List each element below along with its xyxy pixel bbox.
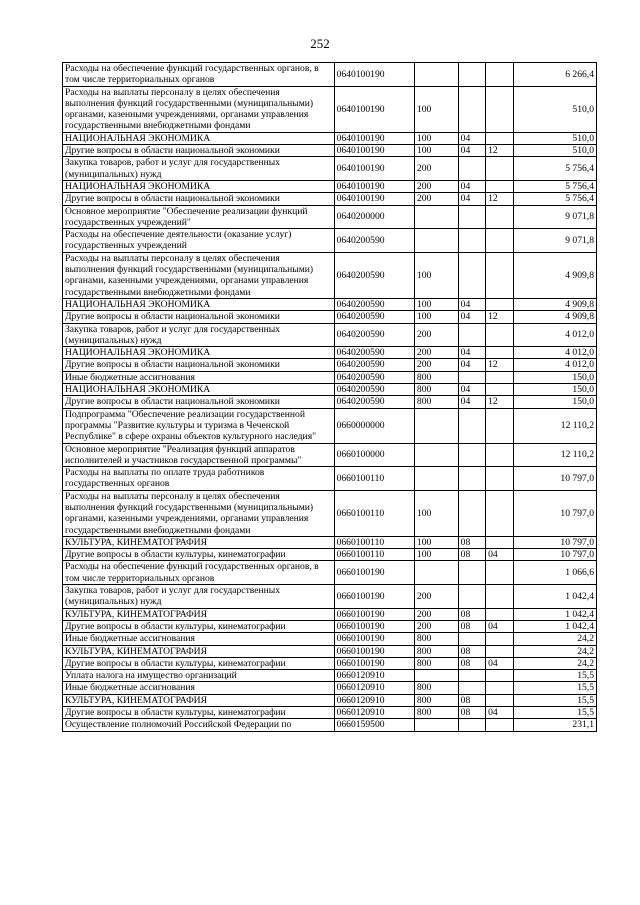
row-expense-type: 100 — [414, 549, 458, 561]
row-name: Закупка товаров, работ и услуг для государственных (муниципальных) нужд — [63, 585, 335, 609]
row-code: 0640200590 — [334, 298, 414, 310]
row-section: 04 — [458, 298, 485, 310]
row-name: Закупка товаров, работ и услуг для государственных (муниципальных) нужд — [63, 323, 335, 347]
row-amount: 510,0 — [513, 86, 596, 132]
table-row — [63, 585, 597, 609]
row-code: 0640100190 — [334, 180, 414, 192]
row-name: КУЛЬТУРА, КИНЕМАТОГРАФИЯ — [63, 694, 335, 706]
row-amount: 150,0 — [513, 384, 596, 396]
table-row — [63, 86, 597, 132]
row-section — [458, 561, 485, 585]
budget-table-body — [63, 63, 597, 732]
row-expense-type — [414, 205, 458, 229]
row-name: Уплата налога на имущество организаций — [63, 670, 335, 682]
row-expense-type: 100 — [414, 490, 458, 536]
row-subsection — [486, 694, 513, 706]
table-row — [63, 719, 597, 731]
table-row — [63, 252, 597, 298]
row-name: НАЦИОНАЛЬНАЯ ЭКОНОМИКА — [63, 132, 335, 144]
row-subsection: 12 — [486, 145, 513, 157]
row-name: Другие вопросы в области культуры, кинематографии — [63, 657, 335, 669]
table-row — [63, 371, 597, 383]
row-subsection — [486, 371, 513, 383]
row-expense-type: 200 — [414, 180, 458, 192]
row-amount: 10 797,0 — [513, 549, 596, 561]
row-subsection — [486, 63, 513, 87]
table-row — [63, 608, 597, 620]
row-amount: 4 909,8 — [513, 298, 596, 310]
row-subsection: 12 — [486, 311, 513, 323]
row-subsection: 04 — [486, 657, 513, 669]
row-code: 0660100190 — [334, 620, 414, 632]
row-section: 04 — [458, 132, 485, 144]
row-name: Основное мероприятие "Реализация функций аппаратов исполнителей и участников государственной программы" — [63, 443, 335, 467]
row-subsection — [486, 323, 513, 347]
row-code: 0640200590 — [334, 371, 414, 383]
row-section: 04 — [458, 384, 485, 396]
row-subsection — [486, 252, 513, 298]
row-section: 04 — [458, 396, 485, 408]
row-code: 0640200590 — [334, 323, 414, 347]
row-name: Другие вопросы в области национальной экономики — [63, 311, 335, 323]
row-name: Иные бюджетные ассигнования — [63, 682, 335, 694]
row-name: Другие вопросы в области культуры, кинематографии — [63, 549, 335, 561]
row-expense-type: 800 — [414, 645, 458, 657]
row-amount: 1 066,6 — [513, 561, 596, 585]
row-section: 08 — [458, 645, 485, 657]
row-amount: 6 266,4 — [513, 63, 596, 87]
row-subsection — [486, 536, 513, 548]
row-section: 04 — [458, 193, 485, 205]
row-amount: 1 042,4 — [513, 608, 596, 620]
row-code: 0640100190 — [334, 193, 414, 205]
table-row — [63, 561, 597, 585]
table-row — [63, 193, 597, 205]
row-section: 08 — [458, 608, 485, 620]
row-subsection — [486, 298, 513, 310]
row-name: Иные бюджетные ассигнования — [63, 371, 335, 383]
row-expense-type: 200 — [414, 608, 458, 620]
row-subsection — [486, 205, 513, 229]
row-amount: 24,2 — [513, 633, 596, 645]
table-row — [63, 396, 597, 408]
row-subsection — [486, 384, 513, 396]
table-row — [63, 229, 597, 253]
row-code: 0660100190 — [334, 633, 414, 645]
row-amount: 4 012,0 — [513, 323, 596, 347]
row-expense-type: 100 — [414, 536, 458, 548]
row-expense-type — [414, 561, 458, 585]
row-amount: 5 756,4 — [513, 180, 596, 192]
row-expense-type: 800 — [414, 694, 458, 706]
row-amount: 12 110,2 — [513, 443, 596, 467]
row-amount: 5 756,4 — [513, 193, 596, 205]
row-name: Осуществление полномочий Российской Федерации по — [63, 719, 335, 731]
row-name: Расходы на обеспечение функций государственных органов, в том числе территориальных органов — [63, 63, 335, 87]
row-name: НАЦИОНАЛЬНАЯ ЭКОНОМИКА — [63, 298, 335, 310]
row-expense-type: 200 — [414, 157, 458, 181]
row-expense-type: 200 — [414, 585, 458, 609]
row-name: Другие вопросы в области национальной экономики — [63, 396, 335, 408]
row-section: 08 — [458, 536, 485, 548]
row-subsection — [486, 180, 513, 192]
row-name: Другие вопросы в области культуры, кинематографии — [63, 620, 335, 632]
row-expense-type: 800 — [414, 396, 458, 408]
row-section: 08 — [458, 694, 485, 706]
row-expense-type: 100 — [414, 86, 458, 132]
row-name: Расходы на выплаты по оплате труда работников государственных органов — [63, 467, 335, 491]
table-row — [63, 620, 597, 632]
row-code: 0660100190 — [334, 585, 414, 609]
budget-table — [62, 62, 597, 732]
row-code: 0640200590 — [334, 396, 414, 408]
row-subsection — [486, 608, 513, 620]
row-amount: 4 012,0 — [513, 359, 596, 371]
row-expense-type: 100 — [414, 298, 458, 310]
row-expense-type — [414, 443, 458, 467]
row-amount: 10 797,0 — [513, 536, 596, 548]
row-section — [458, 63, 485, 87]
table-row — [63, 408, 597, 443]
table-row — [63, 549, 597, 561]
row-amount: 150,0 — [513, 371, 596, 383]
row-name: Расходы на выплаты персоналу в целях обеспечения выполнения функций государственными (муниципальными) органами, казенными учреждениями, органами управления государственными внебюджетными фондами — [63, 252, 335, 298]
row-code: 0660100110 — [334, 467, 414, 491]
table-row — [63, 132, 597, 144]
row-expense-type: 800 — [414, 682, 458, 694]
row-subsection: 12 — [486, 359, 513, 371]
table-row — [63, 323, 597, 347]
row-expense-type: 200 — [414, 620, 458, 632]
table-row — [63, 311, 597, 323]
row-amount: 15,5 — [513, 682, 596, 694]
row-expense-type: 100 — [414, 145, 458, 157]
row-amount: 5 756,4 — [513, 157, 596, 181]
row-code: 0660100190 — [334, 657, 414, 669]
row-name: Расходы на обеспечение функций государственных органов, в том числе территориальных органов — [63, 561, 335, 585]
row-name: Подпрограмма "Обеспечение реализации государственной программы "Развитие культуры и туризма в Чеченской Республике" в сфере охраны объектов культурного наследия" — [63, 408, 335, 443]
row-section: 04 — [458, 145, 485, 157]
row-subsection: 04 — [486, 707, 513, 719]
row-code: 0640200000 — [334, 205, 414, 229]
row-subsection — [486, 682, 513, 694]
row-code: 0660120910 — [334, 707, 414, 719]
row-amount: 12 110,2 — [513, 408, 596, 443]
row-section — [458, 86, 485, 132]
row-code: 0660120910 — [334, 694, 414, 706]
row-code: 0660100190 — [334, 645, 414, 657]
table-row — [63, 467, 597, 491]
row-name: НАЦИОНАЛЬНАЯ ЭКОНОМИКА — [63, 384, 335, 396]
row-expense-type — [414, 467, 458, 491]
row-section: 08 — [458, 620, 485, 632]
row-amount: 15,5 — [513, 670, 596, 682]
row-expense-type — [414, 719, 458, 731]
row-name: КУЛЬТУРА, КИНЕМАТОГРАФИЯ — [63, 645, 335, 657]
row-amount: 510,0 — [513, 132, 596, 144]
row-name: НАЦИОНАЛЬНАЯ ЭКОНОМИКА — [63, 180, 335, 192]
row-section — [458, 670, 485, 682]
row-amount: 4 909,8 — [513, 311, 596, 323]
row-amount: 9 071,8 — [513, 229, 596, 253]
row-expense-type — [414, 63, 458, 87]
row-code: 0640100190 — [334, 63, 414, 87]
row-expense-type: 100 — [414, 132, 458, 144]
row-section: 08 — [458, 657, 485, 669]
row-section — [458, 633, 485, 645]
row-amount: 231,1 — [513, 719, 596, 731]
table-row — [63, 682, 597, 694]
row-subsection — [486, 719, 513, 731]
row-subsection: 12 — [486, 193, 513, 205]
row-name: Основное мероприятие "Обеспечение реализации функций государственных учреждений" — [63, 205, 335, 229]
row-code: 0640200590 — [334, 384, 414, 396]
table-row — [63, 298, 597, 310]
row-subsection — [486, 132, 513, 144]
table-row — [63, 490, 597, 536]
row-name: Другие вопросы в области национальной экономики — [63, 193, 335, 205]
row-section — [458, 229, 485, 253]
table-row — [63, 443, 597, 467]
row-subsection — [486, 490, 513, 536]
row-expense-type: 200 — [414, 323, 458, 347]
row-section — [458, 443, 485, 467]
row-amount: 24,2 — [513, 645, 596, 657]
table-row — [63, 359, 597, 371]
table-row — [63, 657, 597, 669]
row-name: КУЛЬТУРА, КИНЕМАТОГРАФИЯ — [63, 608, 335, 620]
row-amount: 1 042,4 — [513, 620, 596, 632]
row-name: Расходы на обеспечение деятельности (оказание услуг) государственных учреждений — [63, 229, 335, 253]
row-section — [458, 719, 485, 731]
row-expense-type — [414, 670, 458, 682]
row-code: 0660100110 — [334, 536, 414, 548]
table-row — [63, 536, 597, 548]
row-section — [458, 205, 485, 229]
row-amount: 4 012,0 — [513, 347, 596, 359]
row-code: 0640200590 — [334, 311, 414, 323]
row-expense-type: 100 — [414, 311, 458, 323]
row-section — [458, 371, 485, 383]
row-code: 0640100190 — [334, 132, 414, 144]
table-row — [63, 145, 597, 157]
row-name: Расходы на выплаты персоналу в целях обеспечения выполнения функций государственными (муниципальными) органами, казенными учреждениями, органами управления государственными внебюджетными фондами — [63, 86, 335, 132]
row-expense-type: 200 — [414, 193, 458, 205]
row-expense-type: 800 — [414, 657, 458, 669]
table-row — [63, 633, 597, 645]
row-expense-type: 200 — [414, 359, 458, 371]
row-section — [458, 408, 485, 443]
row-amount: 150,0 — [513, 396, 596, 408]
row-section: 04 — [458, 359, 485, 371]
row-code: 0660100190 — [334, 608, 414, 620]
row-section — [458, 323, 485, 347]
row-name: Другие вопросы в области национальной экономики — [63, 359, 335, 371]
row-amount: 15,5 — [513, 707, 596, 719]
row-code: 0660120910 — [334, 682, 414, 694]
row-subsection — [486, 645, 513, 657]
row-subsection — [486, 86, 513, 132]
row-subsection: 04 — [486, 549, 513, 561]
row-amount: 24,2 — [513, 657, 596, 669]
row-code: 0660100110 — [334, 490, 414, 536]
page-number: 252 — [310, 36, 330, 51]
row-subsection — [486, 561, 513, 585]
row-expense-type: 800 — [414, 707, 458, 719]
row-section: 04 — [458, 347, 485, 359]
row-expense-type — [414, 229, 458, 253]
row-name: КУЛЬТУРА, КИНЕМАТОГРАФИЯ — [63, 536, 335, 548]
row-section — [458, 157, 485, 181]
row-amount: 4 909,8 — [513, 252, 596, 298]
row-code: 0640200590 — [334, 229, 414, 253]
row-expense-type: 200 — [414, 347, 458, 359]
row-name: НАЦИОНАЛЬНАЯ ЭКОНОМИКА — [63, 347, 335, 359]
row-subsection — [486, 347, 513, 359]
row-subsection — [486, 585, 513, 609]
table-row — [63, 384, 597, 396]
table-row — [63, 63, 597, 87]
row-subsection — [486, 157, 513, 181]
row-section — [458, 585, 485, 609]
row-amount: 15,5 — [513, 694, 596, 706]
row-name: Другие вопросы в области культуры, кинематографии — [63, 707, 335, 719]
row-code: 0660100110 — [334, 549, 414, 561]
table-row — [63, 707, 597, 719]
row-name: Расходы на выплаты персоналу в целях обеспечения выполнения функций государственными (муниципальными) органами, казенными учреждениями, органами управления государственными внебюджетными фондами — [63, 490, 335, 536]
row-code: 0640200590 — [334, 359, 414, 371]
table-row — [63, 645, 597, 657]
row-code: 0640100190 — [334, 157, 414, 181]
row-section — [458, 467, 485, 491]
table-row — [63, 157, 597, 181]
table-row — [63, 694, 597, 706]
row-code: 0640200590 — [334, 252, 414, 298]
row-amount: 510,0 — [513, 145, 596, 157]
row-code: 0640200590 — [334, 347, 414, 359]
row-subsection — [486, 633, 513, 645]
row-code: 0660000000 — [334, 408, 414, 443]
row-amount: 1 042,4 — [513, 585, 596, 609]
row-section — [458, 682, 485, 694]
table-row — [63, 670, 597, 682]
row-amount: 10 797,0 — [513, 490, 596, 536]
row-subsection: 04 — [486, 620, 513, 632]
table-row — [63, 180, 597, 192]
row-subsection — [486, 408, 513, 443]
row-expense-type: 100 — [414, 252, 458, 298]
row-subsection — [486, 229, 513, 253]
row-code: 0660159500 — [334, 719, 414, 731]
row-subsection: 12 — [486, 396, 513, 408]
table-row — [63, 347, 597, 359]
row-amount: 9 071,8 — [513, 205, 596, 229]
row-section: 08 — [458, 549, 485, 561]
row-section: 04 — [458, 180, 485, 192]
row-section — [458, 252, 485, 298]
row-name: Иные бюджетные ассигнования — [63, 633, 335, 645]
row-name: Закупка товаров, работ и услуг для государственных (муниципальных) нужд — [63, 157, 335, 181]
row-code: 0640100190 — [334, 86, 414, 132]
row-amount: 10 797,0 — [513, 467, 596, 491]
row-expense-type: 800 — [414, 384, 458, 396]
row-expense-type: 800 — [414, 633, 458, 645]
row-section: 04 — [458, 311, 485, 323]
row-subsection — [486, 670, 513, 682]
row-subsection — [486, 443, 513, 467]
row-code: 0660100000 — [334, 443, 414, 467]
row-subsection — [486, 467, 513, 491]
row-code: 0660100190 — [334, 561, 414, 585]
row-expense-type — [414, 408, 458, 443]
row-code: 0640100190 — [334, 145, 414, 157]
row-section — [458, 490, 485, 536]
row-code: 0660120910 — [334, 670, 414, 682]
row-name: Другие вопросы в области национальной экономики — [63, 145, 335, 157]
table-row — [63, 205, 597, 229]
row-expense-type: 800 — [414, 371, 458, 383]
row-section: 08 — [458, 707, 485, 719]
